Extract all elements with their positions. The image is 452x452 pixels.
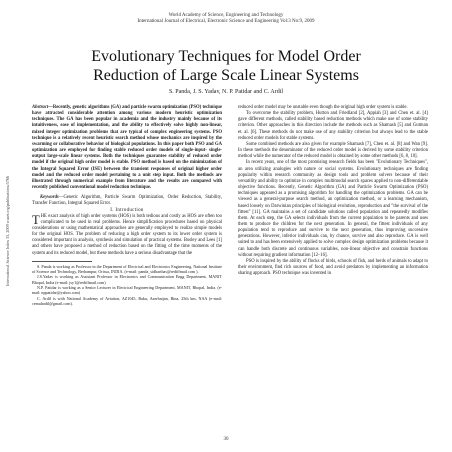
abstract [32,105,222,191]
footnote: J.S.Yadav is working as Assistant Professor in Electronics and Communication Engg Department, MANIT Bhopal, India (e-mail: jsy1@rediffmail.com) [32,274,222,285]
section-heading: I. Introduction [110,207,144,213]
author-list: S. Panda, J. S. Yadav, N. P. Patidar and C. Ardil [168,89,284,95]
paper-title [0,47,452,85]
index-sidebar [5,146,15,286]
body-paragraph: To overcome the stability problem, Hutton and Friedland [2], Appiah [3] and Chen et. al. [4] gave different methods, called stability based reduction methods which make use of some stability criterion. Other approaches in this direction include the methods such as Shamash [5] and Gutman et. al. [6]. These methods do not make use of any stability criterion but always lead to the stable reduced order models for stable systems. [238,111,428,141]
keywords-text: —Genetic Algorithm, Particle Swarm Optimization, Order Reduction, Stability, Transfer Function, Integral Squared Error. [32,195,222,207]
body-paragraph: reduced order model may be unstable even though the original high order system is stable. [238,105,408,110]
right-column [238,105,428,277]
body-paragraph: Some combined methods are also given for example Shamash [7], Chen et. al. [8] and Wan [9]. In these methods the denominator of the reduced order model is derived by some stability criterion method while the numerator of the reduced model is obtained by some other methods [6, 8, 10]. [238,141,428,160]
keywords [32,195,222,207]
footnote-rule [32,261,92,262]
footnote: S. Panda is working as Professor in the Department of Electrical and Electronics Engineering, National Institute of Science and Technology, Berhampur, Orissa, INDIA. (e-mail: panda_sidharthas@rediffmail.com ). [32,263,222,275]
page-number: 30 [223,437,229,442]
index-sidebar-text: International Science Index 33, 2009 waset.org/publications/5766 [5,175,10,286]
body-paragraph: PSO is inspired by the ability of flocks of birds, schools of fish, and herds of animals to adapt to their environment, find rich sources of food, and avoid predators by implementing an information sharing approach. PSO technique was invented in [238,258,428,277]
abstract-text: —Recently, genetic algorithms (GA) and particle swarm optimization (PSO) technique have attracted considerable attention among various modern heuristic optimization techniques. The GA has been popular in academia and the industry mainly because of its intuitiveness, ease of implementation, and the ability to effectively solve highly non-linear, mixed integer optimization problems that are typical of complex engineering systems. PSO technique is a relatively recent heuristic search method whose mechanics are inspired by the swarming or collaborative behavior of biological populations. In this paper both PSO and GA optimization are employed for finding stable reduced order models of single-input- single-output large-scale linear systems. Both the techniques guarantee stability of reduced order model if the original high order model is stable. PSO method is based on the minimization of the Integral Squared Error (ISE) between the transient responses of original higher order model and the reduced order model pertaining to a unit step input. Both the methods are illustrated through numerical example from literature and the results are compared with recently published conventional model reduction technique. [32,105,222,191]
journal-header-line2: International Journal of Electrical, Electronic Science and Engineering Vol:3 No:9, 2009 [137,19,315,24]
footnote: C. Ardil is with National Academy of Aviation, AZ1045, Baku, Azerbaijan, Bina, 25th km, NAA (e-mail: cemalardil@gmail.com). [32,295,222,306]
title-line2: Reduction of Large Scale Linear Systems [93,67,359,84]
body-paragraph: In recent years, one of the most promising research fields has been "Evolutionary Techniques", an area utilizing analogies with nature or social systems. Evolutionary techniques are finding popularity within research community as design tools and problem solvers because of their versatility and ability to optimize in complex multimodal search spaces applied to non-differentiable objective functions. Recently, Genetic Algorithm (GA) and Particle Swarm Optimization (PSO) techniques appeared as a promising algorithm for handling the optimization problems. GA can be viewed as a general-purpose search method, an optimization method, or a learning mechanism, based loosely on Darwinian principles of biological evolution, reproduction and "the survival of the fittest" [11]. GA maintains a set of candidate solutions called population and repeatedly modifies them. At each step, the GA selects individuals from the current population to be parents and uses them to produce the children for the next generation. In general, the fittest individuals of any population tend to reproduce and survive to the next generation, thus improving successive generations. However, inferior individuals can, by chance, survive and also reproduce. GA is well suited to and has been extensively applied to solve complex design optimization problems because it can handle both discrete and continuous variables, non-linear objective and constrain functions without requiring gradient information [12–16]. [238,160,428,258]
abstract-label: Abstract [32,105,49,110]
footnote: N.P. Patidar is working as a Senior Lecturer in Electrical Engineering Department, MANIT, Bhopal, India. (e-mail: nppatidar@yahoo.com) [32,284,222,296]
keywords-label: Keywords [40,195,59,201]
footnotes [32,264,222,306]
intro-text: HE exact analysis of high order systems (HOS) is both tedious and costly as HOS are often too complicated to be used in real problems. Hence simplification procedures based on physical considerations or using mathematical approaches are generally employed to realize simple models for the original HOS. The problem of reducing a high order system to its lower order system is considered important in analysis, synthesis and simulation of practical systems. Bosley and Lees [1] and others have proposed a method of reduction based on the fitting of the time moments of the system and its reduced model, but these methods have a serious disadvantage that the [32,213,222,256]
dropcap-letter: T [32,212,40,227]
intro-paragraph [32,214,222,257]
title-line1: Evolutionary Techniques for Model Order [91,48,361,65]
journal-header-line1: World Academy of Science, Engineering and Technology [168,13,284,18]
left-column [32,105,222,306]
